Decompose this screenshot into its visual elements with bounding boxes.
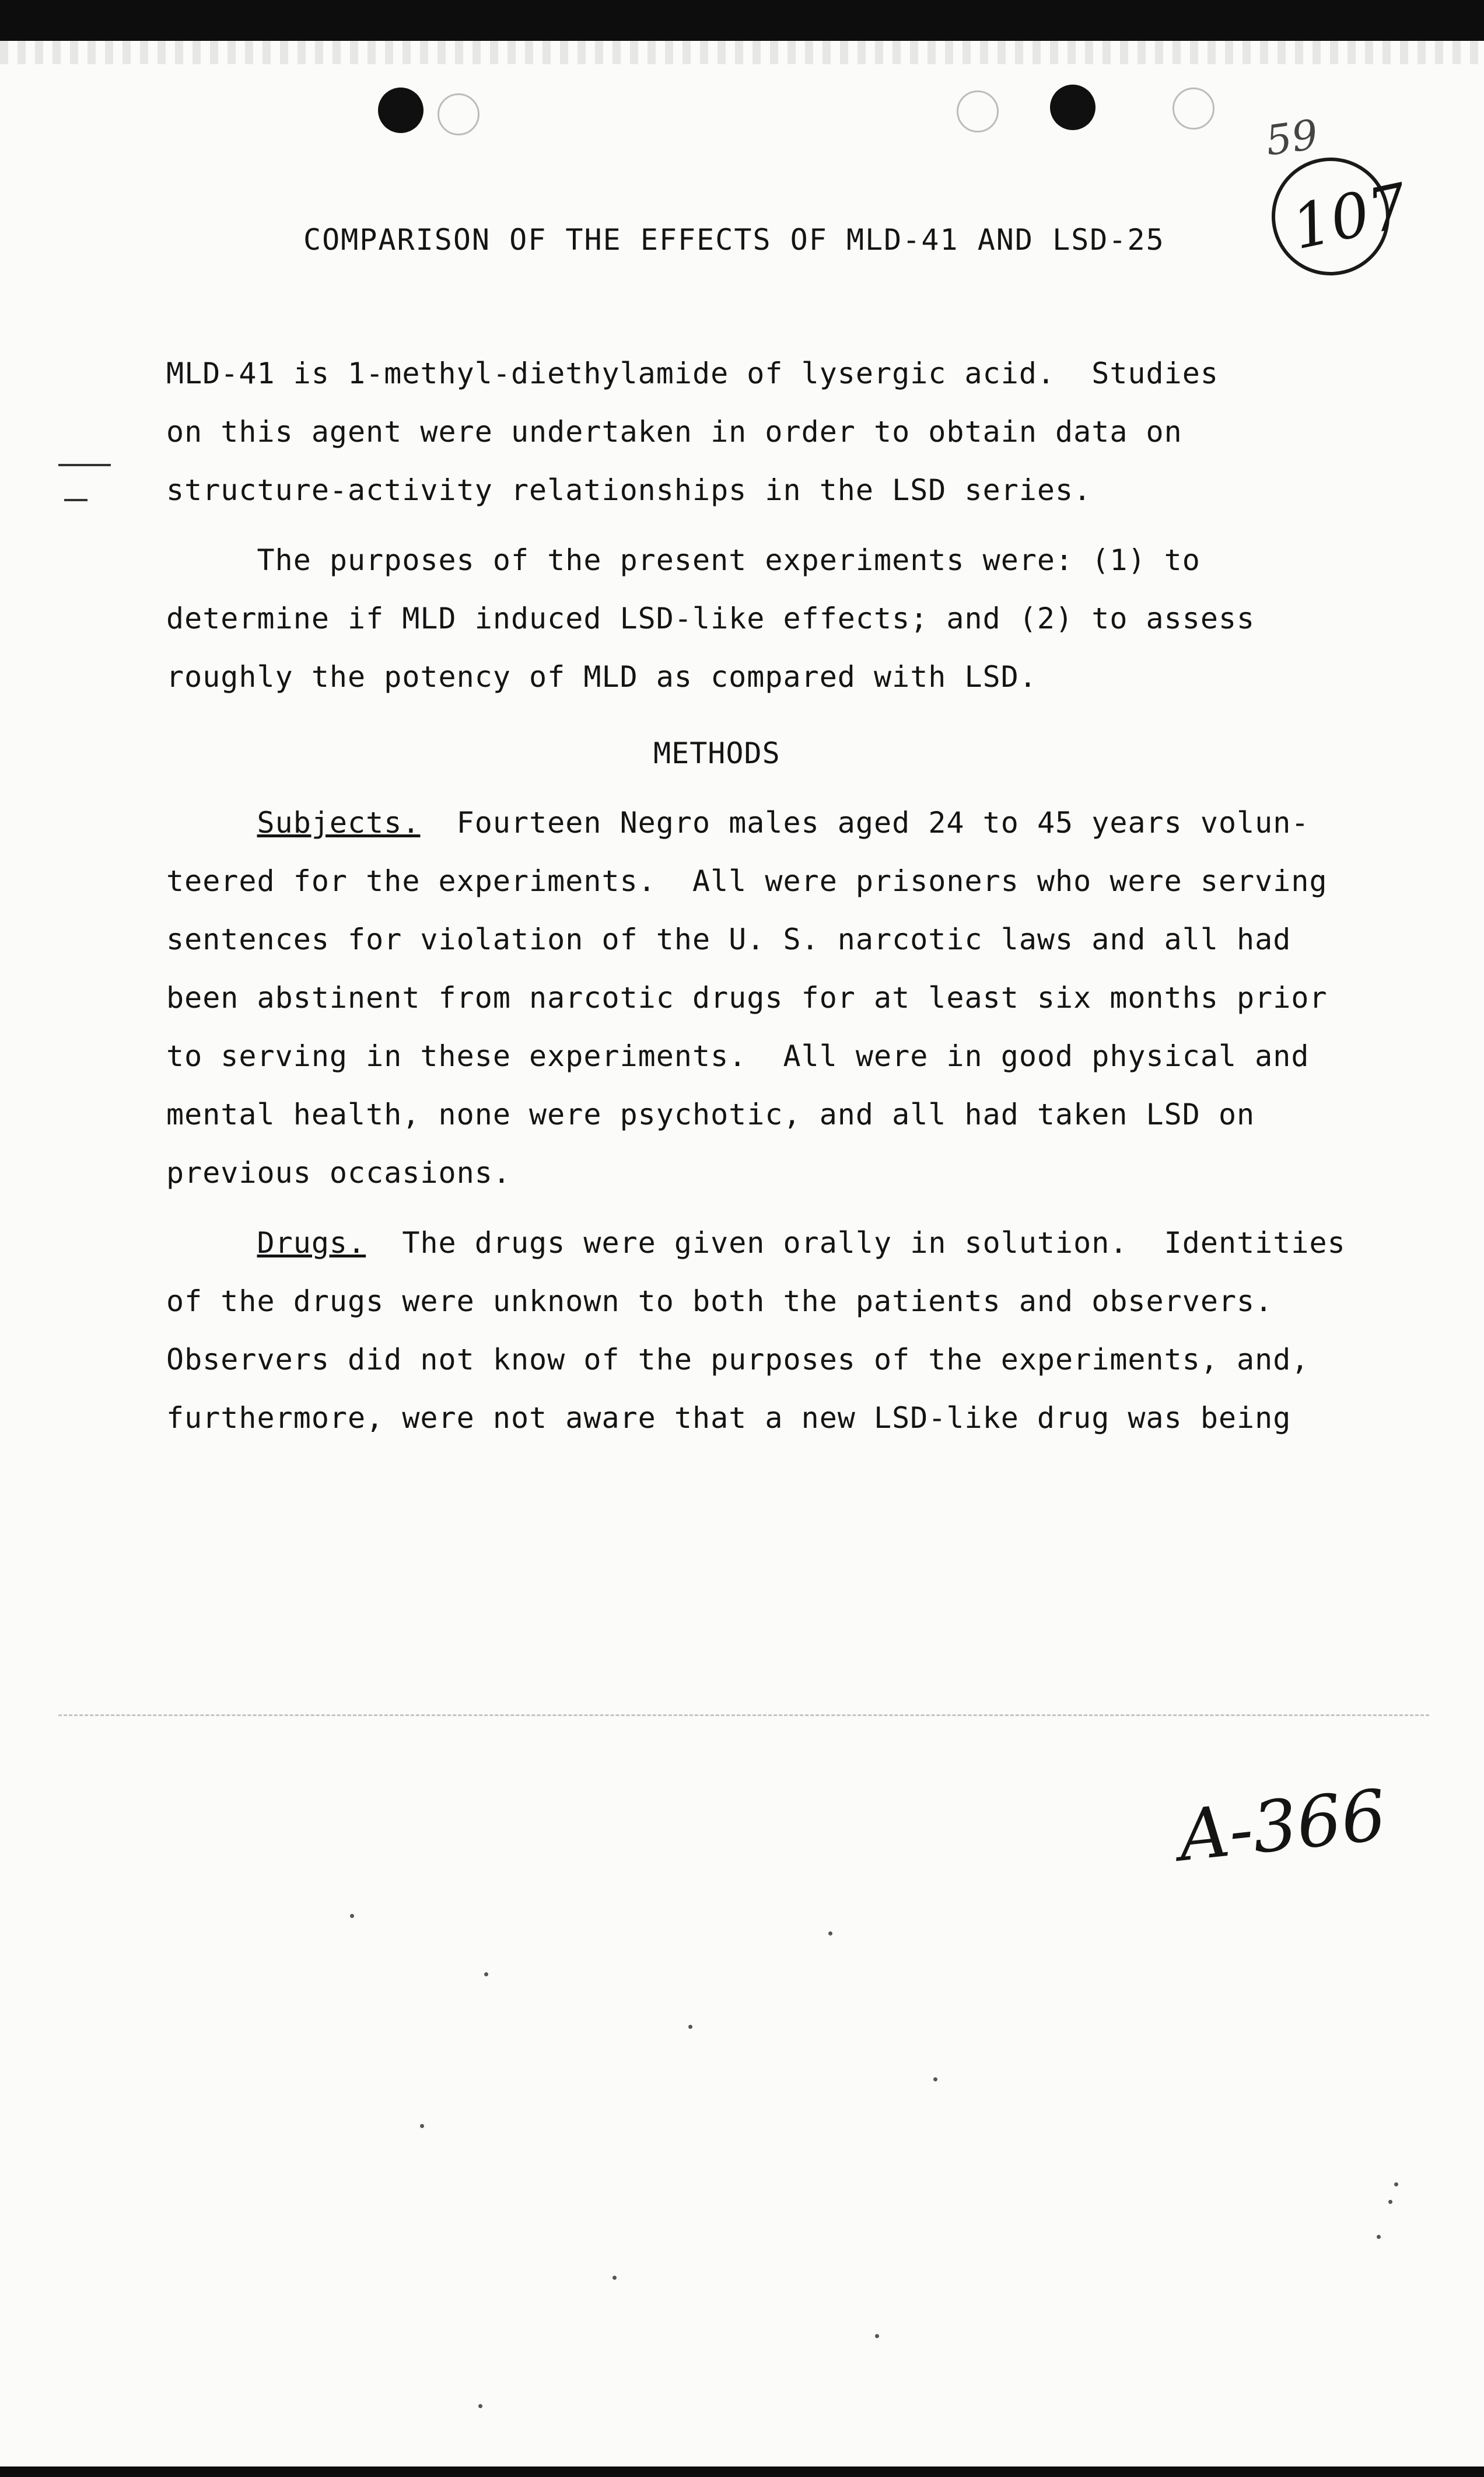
scan-speck: [420, 2124, 424, 2128]
subjects-text: Fourteen Negro males aged 24 to 45 years volun- teered for the experiments. All were prisoners who were serving sentences for violation of the U. S. narcotic laws and all had been abstinent from narcotic drugs for at least six months prior to serving in these experiments. All were in good physical and mental health, none were psychotic, and all had taken LSD on previous occasions.: [166, 806, 1328, 1190]
scan-speck: [612, 2276, 617, 2280]
scan-top-border: [0, 0, 1484, 41]
drugs-paragraph: [166, 1214, 1374, 1447]
page-number-top: 59: [1262, 110, 1321, 165]
subjects-paragraph: [166, 794, 1374, 1202]
purpose-paragraph: The purposes of the present experiments were: (1) to determine if MLD induced LSD-like effects; and (2) to assess roughly the potency of MLD as compared with LSD.: [166, 543, 1255, 694]
scan-speck: [484, 1972, 488, 1976]
scan-speck: [1388, 2200, 1392, 2204]
drugs-text: The drugs were given orally in solution. Identities of the drugs were unknown to both the patients and observers. Observers did not know of the purposes of the experiments, and, furthermore, were not aware that a new LSD-like drug was being: [166, 1226, 1346, 1435]
scan-edge-noise: [0, 41, 1484, 64]
page-number: 107: [1286, 169, 1415, 264]
page-rule: [58, 1714, 1429, 1716]
intro-paragraph: MLD-41 is 1-methyl-diethylamide of lysergic acid. Studies on this agent were undertaken in order to obtain data on structure-activity relationships in the LSD series.: [166, 357, 1219, 507]
punch-hole-ring: [438, 93, 480, 135]
scan-speck: [1377, 2235, 1381, 2239]
scan-speck: [478, 2404, 482, 2408]
handwritten-annotation: A-366: [1174, 1774, 1390, 1878]
scan-speck: [688, 2025, 692, 2029]
punch-hole: [1050, 85, 1096, 130]
scan-speck: [828, 1931, 832, 1936]
subjects-label: Subjects.: [257, 806, 421, 840]
margin-mark: [64, 499, 88, 501]
drugs-label: Drugs.: [257, 1226, 366, 1260]
scan-speck: [875, 2334, 879, 2338]
punch-hole-ring: [1172, 88, 1214, 130]
margin-mark: [58, 464, 111, 466]
document-title: COMPARISON OF THE EFFECTS OF MLD-41 AND LSD-25: [303, 223, 1165, 257]
punch-hole-ring: [957, 90, 999, 132]
scan-speck: [1394, 2182, 1398, 2186]
punch-hole: [378, 88, 424, 133]
scan-speck: [933, 2077, 937, 2081]
scan-speck: [350, 1914, 354, 1918]
section-heading: METHODS: [653, 736, 780, 770]
scan-bottom-border: [0, 2466, 1484, 2477]
